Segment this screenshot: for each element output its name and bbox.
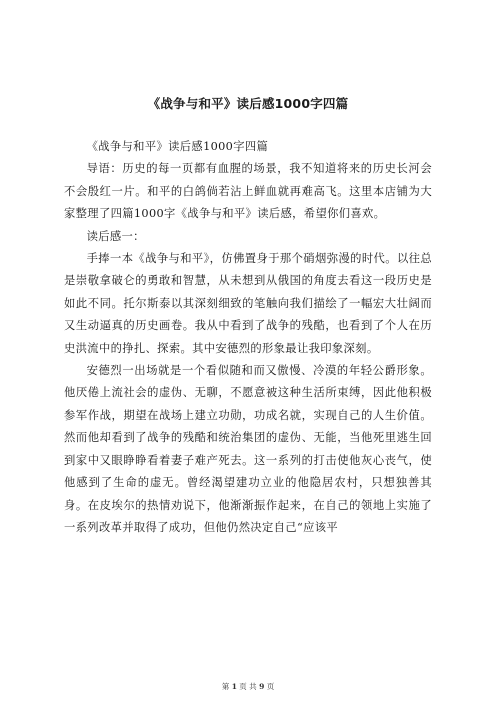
footer-middle: 页 共	[239, 682, 257, 691]
document-title: 《战争与和平》读后感1000字四篇	[147, 96, 349, 111]
subtitle-paragraph: 《战争与和平》读后感1000字四篇	[86, 140, 269, 153]
total-page-count: 9	[259, 682, 265, 691]
footer-suffix: 页	[266, 682, 275, 691]
body-paragraph: 手捧一本《战争与和平》，仿佛置身于那个硝烟弥漫的时代。以往总是崇敬拿破仑的勇敢和智慧，从未想到从俄国的角度去看这一段历史是如此不同。托尔斯泰以其深刻细致的笔触向我们描绘了一幅宏大壮阔而又生动逼真的历史画卷。我从中看到了战争的残酷，也看到了个人在历史洪流中的挣扎、探索。其中安德烈的形象最让我印象深刻。	[64, 252, 432, 355]
footer-prefix: 第	[221, 682, 230, 691]
page-footer	[0, 681, 496, 692]
section-heading: 读后感一：	[86, 229, 145, 243]
intro-paragraph: 导语：历史的每一页都有血腥的场景，我不知道将来的历史长河会不会殷红一片。和平的白鸽倘若沾上鲜血就再难高飞。这里本店铺为大家整理了四篇1000字《战争与和平》读后感，希望你们喜欢。	[64, 162, 432, 221]
document-body	[64, 136, 432, 539]
current-page-number: 1	[231, 682, 237, 691]
body-paragraph: 安德烈一出场就是一个看似随和而又傲慢、冷漠的年轻公爵形象。他厌倦上流社会的虚伪、无聊，不愿意被这种生活所束缚，因此他积极参军作战，期望在战场上建立功勋，功成名就，实现自己的人生价值。然而他却看到了战争的残酷和统治集团的虚伪、无能，当他死里逃生回到家中又眼睁睁看着妻子难产死去。这一系列的打击使他灰心丧气，使他感到了生命的虚无。曾经渴望建功立业的他隐居农村，只想独善其身。在皮埃尔的热情劝说下，他渐渐振作起来，在自己的领地上实施了一系列改革并取得了成功，但他仍然决定自己“应该平	[64, 364, 432, 534]
